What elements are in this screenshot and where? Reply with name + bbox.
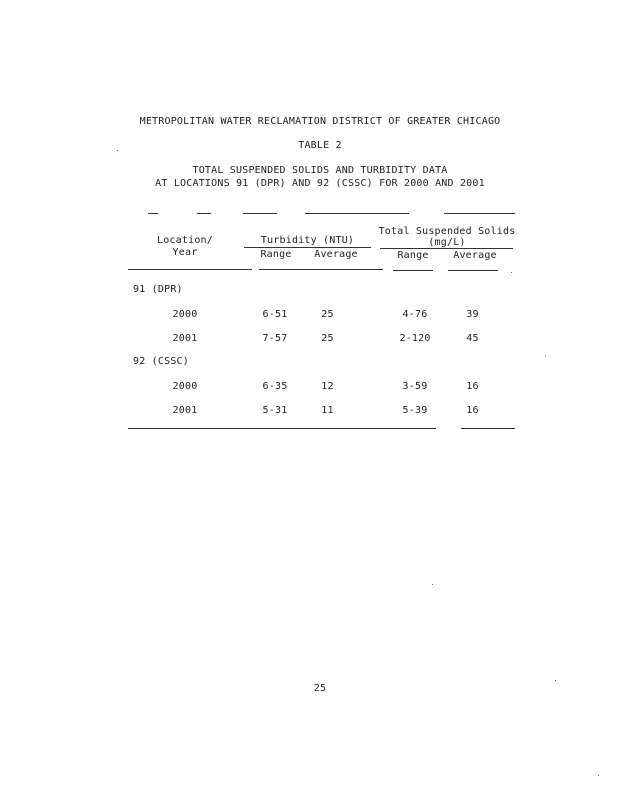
- page-number: 25: [313, 683, 327, 694]
- row-turbidity-range: 6-35: [262, 381, 288, 392]
- tss-underline: [380, 248, 513, 249]
- top-rule-segment: [197, 213, 211, 214]
- organization-title: METROPOLITAN WATER RECLAMATION DISTRICT OF GREATER CHICAGO: [139, 116, 501, 127]
- row-tss-range: 4-76: [402, 309, 428, 320]
- header-tss-unit: (mg/L): [428, 237, 466, 248]
- row-tss-average: 16: [466, 405, 479, 416]
- turbidity-underline: [244, 247, 371, 248]
- header-turbidity-average: Average: [314, 249, 358, 260]
- group-label-92: 92 (CSSC): [133, 356, 189, 367]
- header-location-year: Location/: [157, 235, 213, 246]
- row-year: 2000: [172, 381, 198, 392]
- table-title-line1: TOTAL SUSPENDED SOLIDS AND TURBIDITY DATA: [192, 165, 448, 176]
- header-tss-range: Range: [397, 250, 429, 261]
- header-tss-average: Average: [453, 250, 497, 261]
- header-rule-segment: [393, 270, 433, 271]
- row-turbidity-average: 12: [321, 381, 334, 392]
- row-turbidity-average: 11: [321, 405, 334, 416]
- bottom-rule-segment: [461, 428, 515, 429]
- row-turbidity-range: 7-57: [262, 333, 288, 344]
- row-tss-range: 2-120: [399, 333, 431, 344]
- scan-speck: [555, 680, 556, 681]
- header-turbidity-range: Range: [260, 249, 292, 260]
- row-tss-average: 39: [466, 309, 479, 320]
- scan-speck: [432, 584, 433, 585]
- header-year: Year: [172, 247, 198, 258]
- bottom-rule: [128, 428, 436, 429]
- top-rule-segment: [444, 213, 515, 214]
- scan-speck: [545, 355, 546, 356]
- table-title-line2: AT LOCATIONS 91 (DPR) AND 92 (CSSC) FOR 2000 AND 2001: [155, 178, 485, 189]
- group-label-91: 91 (DPR): [133, 284, 183, 295]
- header-rule-segment: [259, 269, 383, 270]
- row-year: 2001: [172, 405, 198, 416]
- header-tss: Total Suspended Solids: [378, 226, 516, 237]
- top-rule-segment: [243, 213, 277, 214]
- scan-speck: [511, 272, 512, 273]
- row-turbidity-average: 25: [321, 333, 334, 344]
- header-turbidity: Turbidity (NTU): [260, 235, 355, 246]
- header-rule-segment: [128, 269, 252, 270]
- row-tss-average: 45: [466, 333, 479, 344]
- scan-speck: [117, 150, 118, 151]
- row-turbidity-range: 5-31: [262, 405, 288, 416]
- row-tss-average: 16: [466, 381, 479, 392]
- row-year: 2001: [172, 333, 198, 344]
- top-rule-segment: [305, 213, 409, 214]
- row-tss-range: 3-59: [402, 381, 428, 392]
- row-year: 2000: [172, 309, 198, 320]
- top-rule-segment: [148, 213, 158, 214]
- row-tss-range: 5-39: [402, 405, 428, 416]
- scan-speck: [598, 775, 599, 776]
- header-rule-segment: [448, 270, 498, 271]
- table-label: TABLE 2: [298, 140, 342, 151]
- row-turbidity-range: 6-51: [262, 309, 288, 320]
- row-turbidity-average: 25: [321, 309, 334, 320]
